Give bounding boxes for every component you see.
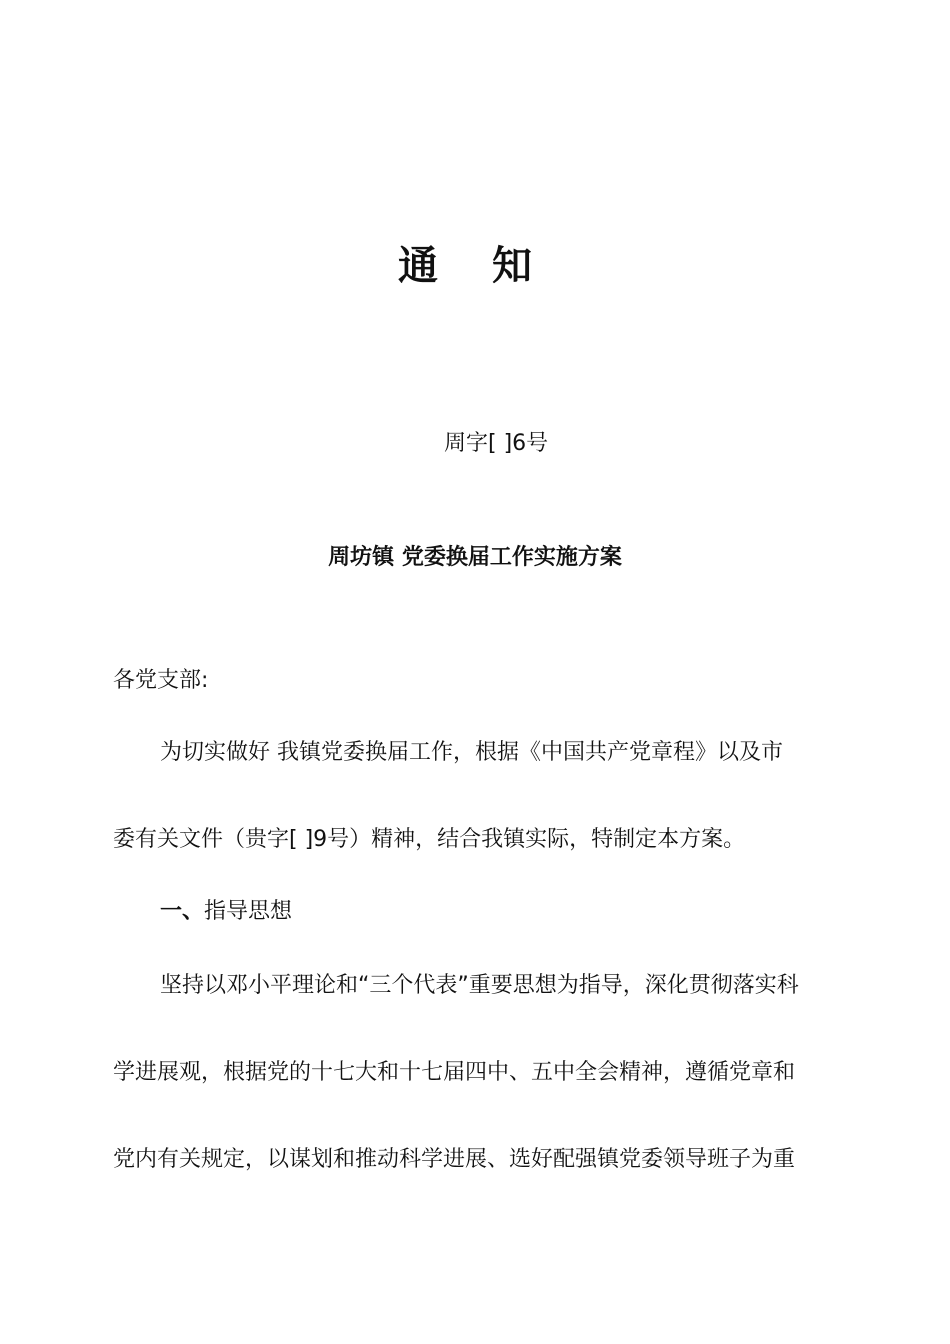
document-subtitle: 周坊镇 党委换届工作实施方案 — [328, 545, 622, 570]
section-heading — [160, 896, 882, 928]
paragraph-line: 党内有关规定，以谋划和推动科学进展、选好配强镇党委领导班子为重 — [113, 1147, 796, 1172]
section-number: 一、 — [160, 899, 205, 924]
salutation: 各党支部: — [113, 668, 209, 693]
document-title: 通 知 — [398, 243, 552, 289]
paragraph-line: 学进展观，根据党的十七大和十七届四中、五中全会精神，遵循党章和 — [113, 1060, 796, 1085]
paragraph-line: 为切实做好 我镇党委换届工作，根据《中国共产党章程》以及市 — [160, 740, 783, 765]
section-title: 指导思想 — [204, 899, 293, 924]
document-number: 周字[ ]6号 — [444, 431, 549, 456]
paragraph-line: 委有关文件（贵字[ ]9号）精神，结合我镇实际，特制定本方案。 — [113, 827, 746, 852]
paragraph-line: 坚持以邓小平理论和“三个代表”重要思想为指导，深化贯彻落实科 — [160, 973, 799, 998]
